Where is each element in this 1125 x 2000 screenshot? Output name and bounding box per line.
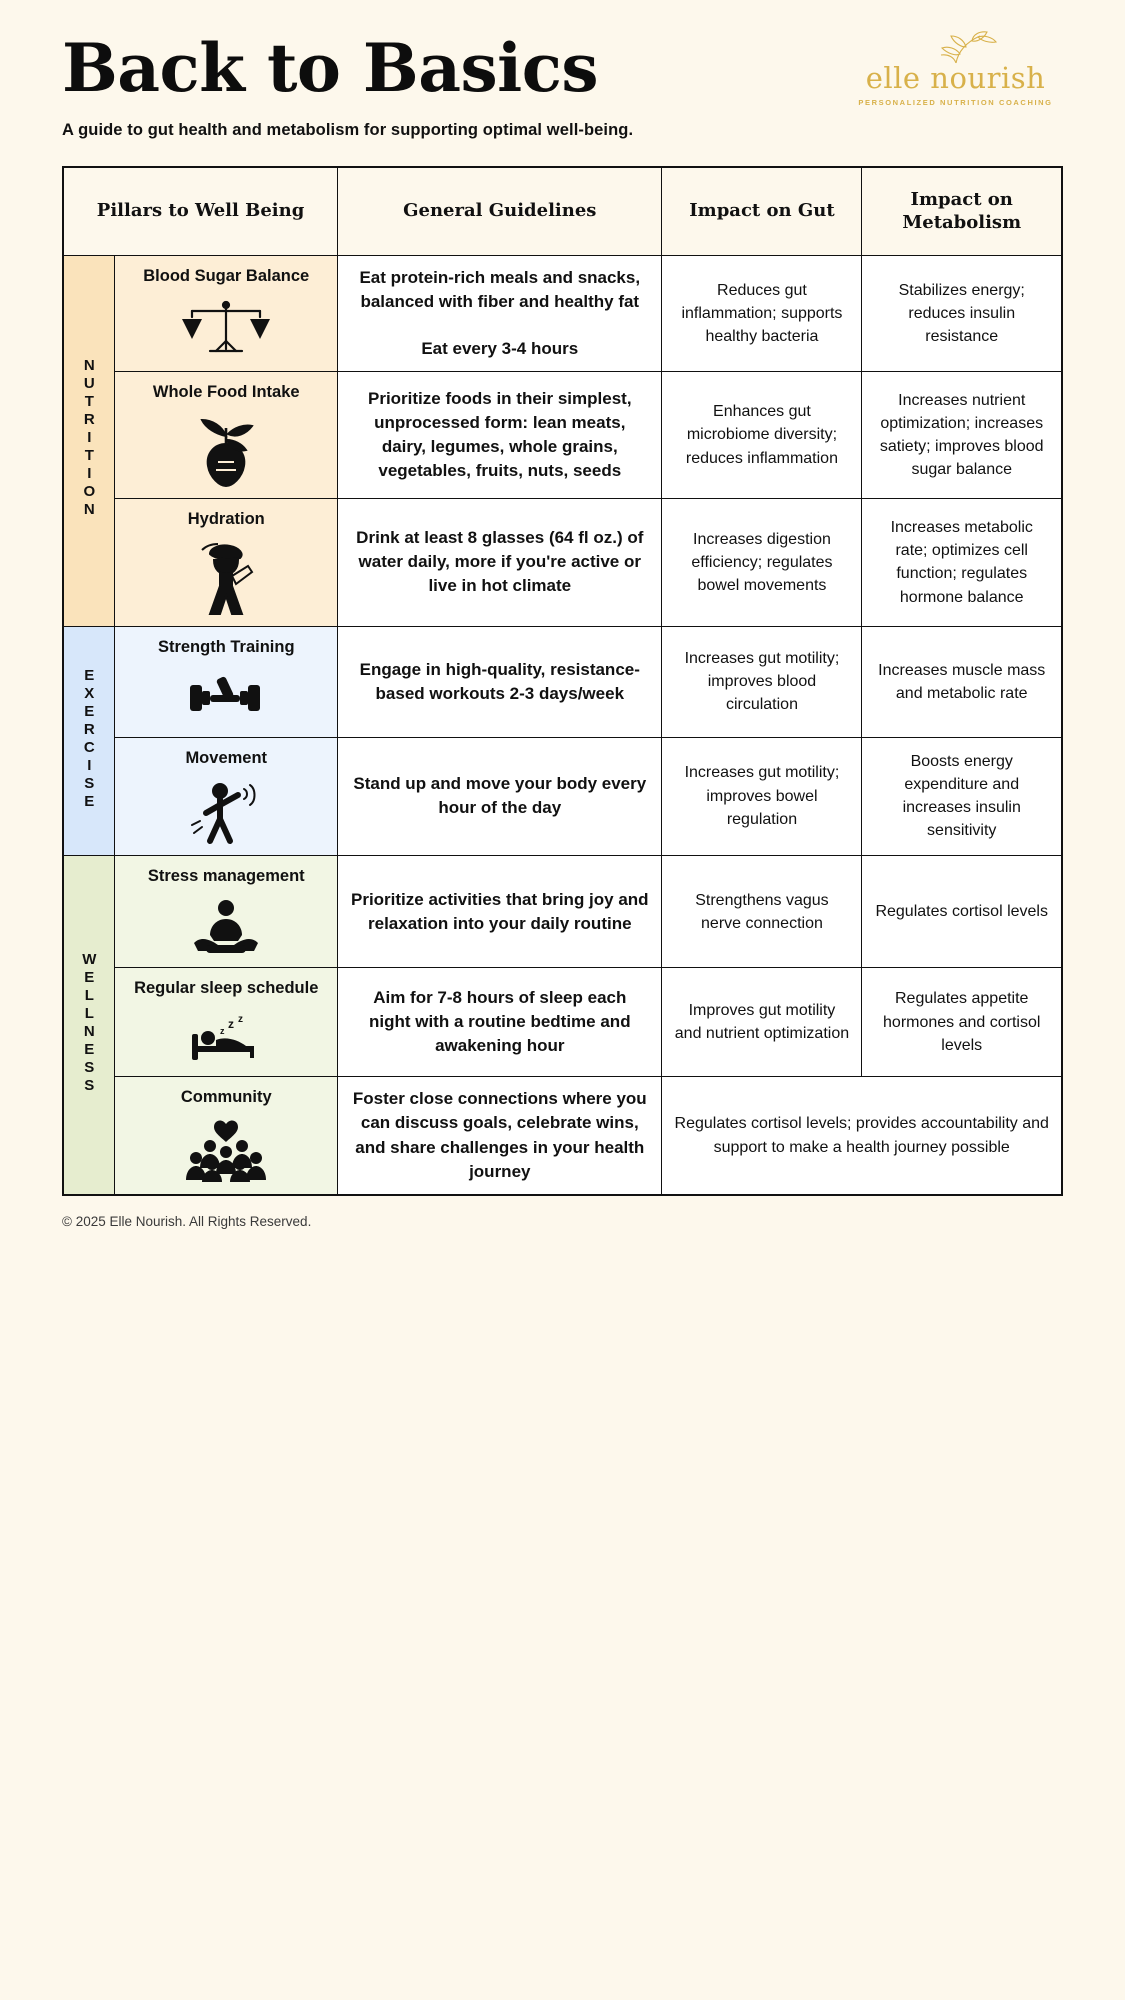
gut-impact-blood-sugar-balance: Reduces gut inflammation; supports healthy bacteria <box>662 255 862 371</box>
metabolism-impact-strength-training: Increases muscle mass and metabolic rate <box>862 627 1062 737</box>
footer-copyright: © 2025 Elle Nourish. All Rights Reserved. <box>62 1214 312 1230</box>
pillar-movement <box>115 737 338 855</box>
table-row <box>63 372 1062 498</box>
column-header-guidelines: General Guidelines <box>338 167 662 255</box>
pillar-label: Community <box>180 1087 272 1106</box>
table-row <box>63 498 1062 626</box>
pillar-label: Hydration <box>187 509 265 528</box>
pillars-table <box>62 166 1063 1196</box>
metabolism-impact-stress-management: Regulates cortisol levels <box>862 855 1062 967</box>
guideline-movement: Stand up and move your body every hour of the day <box>338 737 662 855</box>
table-row <box>63 855 1062 967</box>
metabolism-impact-regular-sleep-schedule: Regulates appetite hormones and cortisol levels <box>862 968 1062 1076</box>
category-wellness <box>63 855 115 1195</box>
person-sleeping-icon <box>176 1010 276 1066</box>
table-row <box>63 627 1062 737</box>
guideline-text: Eat protein-rich meals and snacks, balanced with fiber and healthy fat <box>359 268 641 312</box>
category-exercise <box>63 627 115 856</box>
page-title: Back to Basics <box>62 29 599 107</box>
pillar-stress-management <box>115 855 338 967</box>
gut-impact-strength-training: Increases gut motility; improves blood circulation <box>662 627 862 737</box>
pillar-regular-sleep-schedule <box>115 968 338 1076</box>
table-header-row <box>63 167 1062 255</box>
guideline-stress-management: Prioritize activities that bring joy and relaxation into your daily routine <box>338 855 662 967</box>
people-group-heart-icon <box>176 1118 276 1184</box>
category-label: EXERCISE <box>80 666 98 811</box>
gut-impact-whole-food-intake: Enhances gut microbiome diversity; reduces inflammation <box>662 372 862 498</box>
pillar-label: Regular sleep schedule <box>134 979 319 998</box>
guideline-whole-food-intake: Prioritize foods in their simplest, unprocessed form: lean meats, dairy, legumes, whole grains, vegetables, fruits, nuts, seeds <box>338 372 662 498</box>
pillar-strength-training <box>115 627 338 737</box>
pillar-community <box>115 1076 338 1195</box>
person-stretching-icon <box>180 779 272 845</box>
metabolism-impact-blood-sugar-balance: Stabilizes energy; reduces insulin resistance <box>862 255 1062 371</box>
guideline-community: Foster close connections where you can discuss goals, celebrate wins, and share challenges in your health journey <box>338 1076 662 1195</box>
table-row <box>63 737 1062 855</box>
pillar-label: Blood Sugar Balance <box>143 266 310 285</box>
guideline-regular-sleep-schedule: Aim for 7-8 hours of sleep each night with a routine bedtime and awakening hour <box>338 968 662 1076</box>
category-label: WELLNESS <box>80 950 98 1095</box>
guideline-blood-sugar-balance <box>338 255 662 371</box>
merged-impact-community: Regulates cortisol levels; provides accountability and support to make a health journey possible <box>662 1076 1062 1195</box>
dumbbell-icon <box>176 669 276 727</box>
metabolism-impact-whole-food-intake: Increases nutrient optimization; increases satiety; improves blood sugar balance <box>862 372 1062 498</box>
metabolism-impact-movement: Boosts energy expenditure and increases insulin sensitivity <box>862 737 1062 855</box>
page-header <box>62 29 1063 140</box>
table-row <box>63 1076 1062 1195</box>
beet-vegetable-icon <box>180 414 272 488</box>
gut-impact-movement: Increases gut motility; improves bowel regulation <box>662 737 862 855</box>
svg-text:z: z <box>238 1013 244 1025</box>
brand-name: elle nourish <box>865 61 1046 95</box>
guideline-hydration: Drink at least 8 glasses (64 fl oz.) of water daily, more if you're active or live in hot climate <box>338 498 662 626</box>
gut-impact-regular-sleep-schedule: Improves gut motility and nutrient optimization <box>662 968 862 1076</box>
person-drinking-water-icon <box>180 540 272 616</box>
pillar-hydration <box>115 498 338 626</box>
pillar-label: Movement <box>185 748 268 767</box>
metabolism-impact-hydration: Increases metabolic rate; optimizes cell function; regulates hormone balance <box>862 498 1062 626</box>
svg-text:z: z <box>228 1016 235 1031</box>
pillar-whole-food-intake <box>115 372 338 498</box>
brand-tagline: PERSONALIZED NUTRITION COACHING <box>858 98 1053 107</box>
column-header-gut: Impact on Gut <box>662 167 862 255</box>
svg-text:z: z <box>220 1025 225 1036</box>
pillar-blood-sugar-balance <box>115 255 338 371</box>
leaf-sprig-icon <box>896 30 1016 64</box>
table-row <box>63 255 1062 371</box>
brand-logo <box>848 30 1063 122</box>
gut-impact-hydration: Increases digestion efficiency; regulates bowel movements <box>662 498 862 626</box>
category-nutrition <box>63 255 115 626</box>
pillar-label: Strength Training <box>157 638 295 657</box>
column-header-pillars: Pillars to Well Being <box>63 167 338 255</box>
table-row <box>63 968 1062 1076</box>
category-label: NUTRITION <box>80 357 98 520</box>
pillar-label: Stress management <box>147 866 305 885</box>
column-header-metabolism: Impact on Metabolism <box>862 167 1062 255</box>
pillar-label: Whole Food Intake <box>152 383 300 402</box>
guideline-strength-training: Engage in high-quality, resistance-based workouts 2-3 days/week <box>338 627 662 737</box>
guideline-text-2: Eat every 3-4 hours <box>421 338 579 358</box>
page-subtitle: A guide to gut health and metabolism for supporting optimal well-being. <box>62 121 634 140</box>
meditation-icon <box>180 897 272 957</box>
gut-impact-stress-management: Strengthens vagus nerve connection <box>662 855 862 967</box>
balance-scale-icon <box>180 297 272 361</box>
